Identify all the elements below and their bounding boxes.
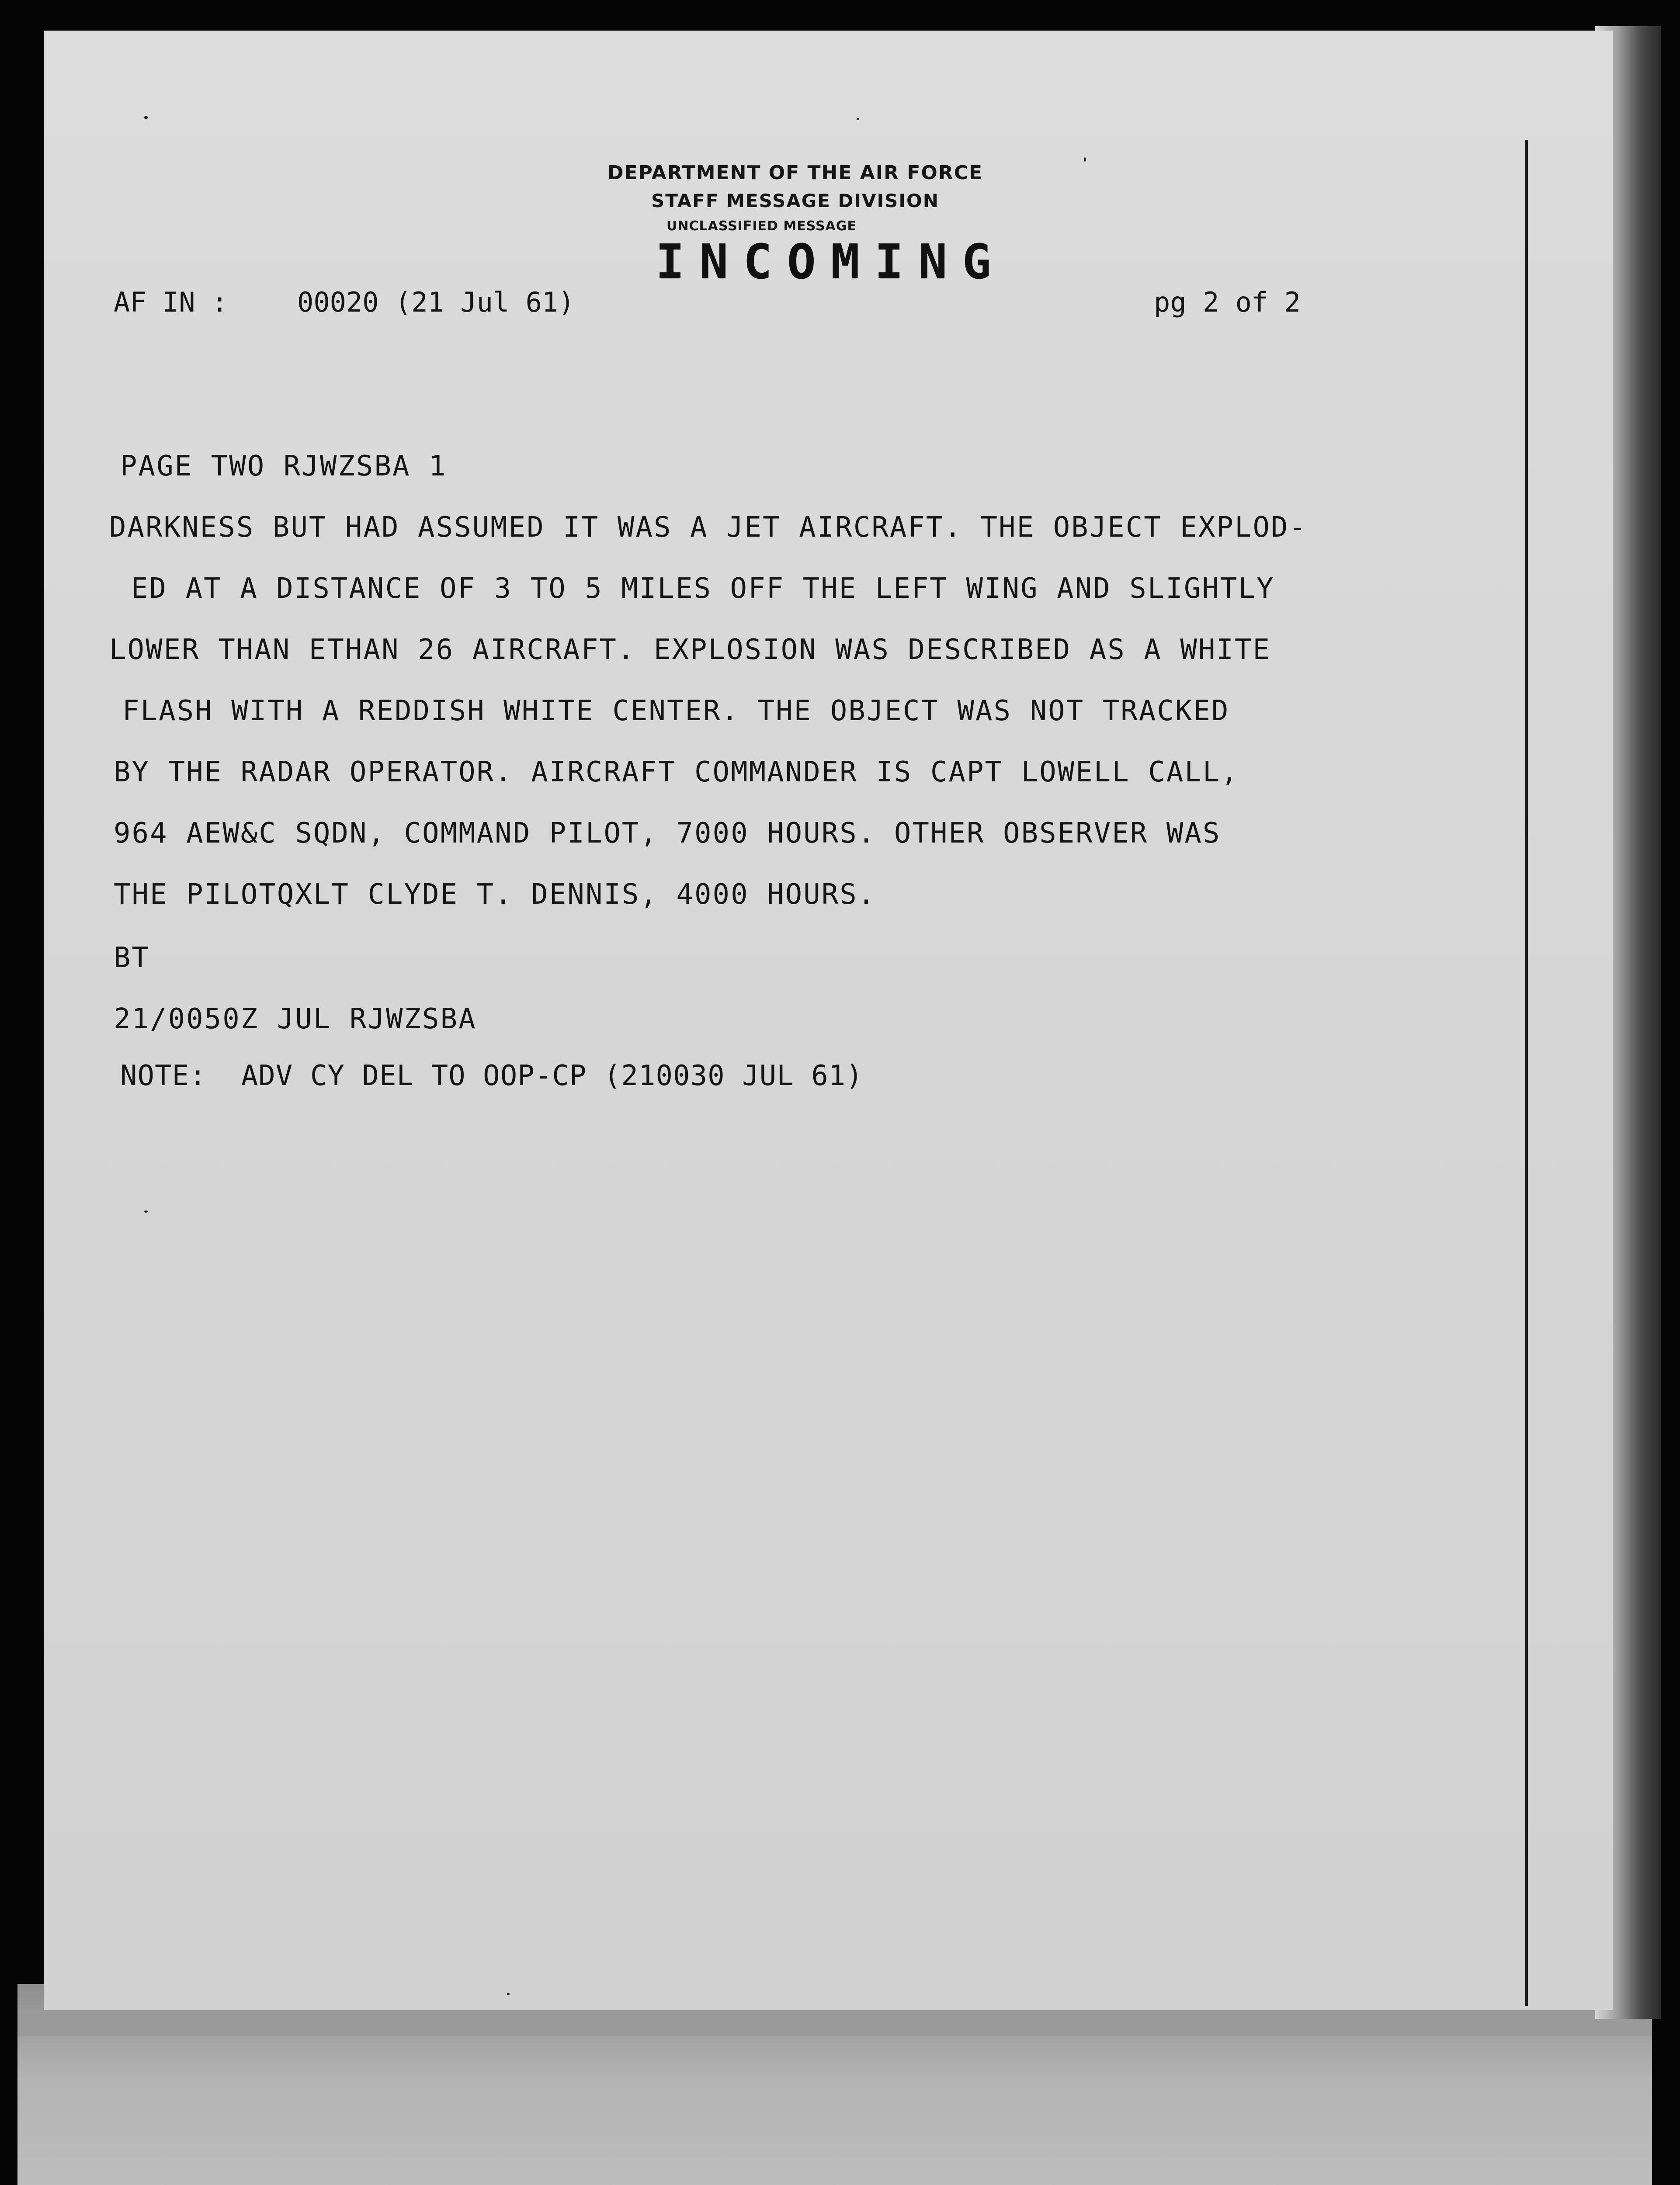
background-strip [17,2010,1652,2036]
message-page [44,31,1613,2010]
scan-speck [857,118,859,120]
message-type-heading: INCOMING [656,234,1006,290]
message-line: THE PILOTQXLT CLYDE T. DENNIS, 4000 HOURS. [114,878,876,911]
message-line: PAGE TWO RJWZSBA 1 [120,450,447,482]
message-line: BT [114,942,150,974]
page-rule-line [1525,140,1528,2006]
scan-speck [507,1993,510,1995]
scan-speck [144,116,148,119]
message-line: 964 AEW&C SQDN, COMMAND PILOT, 7000 HOURS. OTHER OBSERVER WAS [114,817,1221,850]
department-heading: DEPARTMENT OF THE AIR FORCE [607,162,983,184]
page-indicator: pg 2 of 2 [1154,286,1301,318]
division-heading: STAFF MESSAGE DIVISION [651,190,939,212]
message-line: 21/0050Z JUL RJWZSBA [114,1003,477,1035]
af-in-label: AF IN : [114,286,228,318]
scan-speck [144,1210,148,1213]
message-line: DARKNESS BUT HAD ASSUMED IT WAS A JET AIRCRAFT. THE OBJECT EXPLOD- [109,511,1308,544]
message-line: ED AT A DISTANCE OF 3 TO 5 MILES OFF THE LEFT WING AND SLIGHTLY [131,572,1275,605]
message-line: BY THE RADAR OPERATOR. AIRCRAFT COMMANDER IS CAPT LOWELL CALL, [114,756,1239,788]
classification-heading: UNCLASSIFIED MESSAGE [666,218,857,234]
scan-speck [1084,157,1086,162]
note-line: NOTE: ADV CY DEL TO OOP-CP (210030 JUL 61) [120,1060,863,1092]
message-line: LOWER THAN ETHAN 26 AIRCRAFT. EXPLOSION WAS DESCRIBED AS A WHITE [109,634,1271,666]
message-line: FLASH WITH A REDDISH WHITE CENTER. THE OBJECT WAS NOT TRACKED [122,695,1230,727]
af-in-number: 00020 (21 Jul 61) [297,286,575,318]
